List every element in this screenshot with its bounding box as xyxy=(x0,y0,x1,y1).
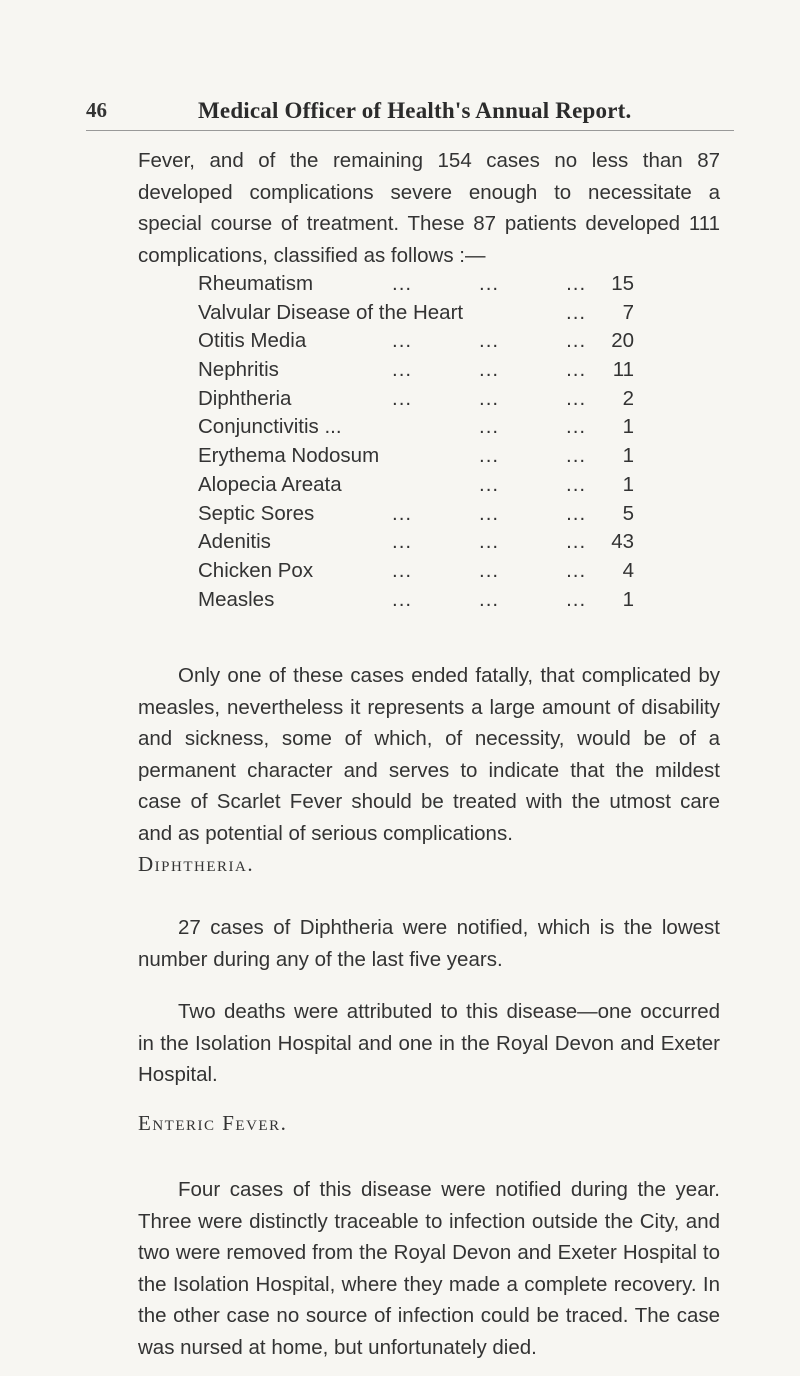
complication-row xyxy=(198,444,634,473)
complication-count: 20 xyxy=(611,329,634,353)
enteric-heading: Enteric Fever. xyxy=(138,1111,288,1135)
complication-row xyxy=(198,301,634,330)
complication-label: Rheumatism xyxy=(198,272,314,295)
complication-count: 43 xyxy=(611,530,634,554)
leader-dots: ... ... xyxy=(479,472,587,496)
leader-dots: ... ... ... xyxy=(392,329,587,353)
complications-table xyxy=(198,272,634,616)
leader-dots: ... ... xyxy=(479,415,587,439)
running-title: Medical Officer of Health's Annual Report. xyxy=(198,98,632,123)
complication-row xyxy=(198,502,634,531)
complication-label: Diphtheria xyxy=(198,386,292,410)
complication-label: Chicken Pox xyxy=(198,558,314,582)
diphtheria-heading: Diphtheria. xyxy=(138,852,255,876)
complication-label: Otitis Media xyxy=(198,329,307,353)
complication-row xyxy=(198,588,634,617)
leader-dots: ... ... ... xyxy=(392,386,587,410)
leader-dots: ... ... ... xyxy=(392,530,587,554)
complication-row xyxy=(198,329,634,358)
complication-count: 1 xyxy=(622,444,634,468)
header-rule xyxy=(86,130,734,131)
complication-row xyxy=(198,559,634,588)
complication-count: 11 xyxy=(612,358,634,382)
leader-dots: ... xyxy=(566,300,587,324)
complication-row xyxy=(198,530,634,559)
complication-count: 15 xyxy=(611,272,634,295)
fatality-paragraph: Only one of these cases ended fatally, that complicated by measles, nevertheless it represents a large amount of disability and sickness, some of which, of necessity, would be of a permanent character and serves to indicate that the mildest case of Scarlet Fever should be treated with the utmost care and as potential of serious complications. xyxy=(138,664,720,845)
diphtheria-paragraph-1: 27 cases of Diphtheria were notified, which is the lowest number during any of the last five years. xyxy=(138,916,720,971)
diphtheria-paragraph-2: Two deaths were attributed to this disease—one occurred in the Isolation Hospital and one in the Royal Devon and Exeter Hospital. xyxy=(138,1000,720,1086)
complication-label: Septic Sores xyxy=(198,501,315,525)
complication-row xyxy=(198,358,634,387)
complication-row xyxy=(198,415,634,444)
complication-label: Alopecia Areata xyxy=(198,472,342,496)
complication-row xyxy=(198,387,634,416)
complication-count: 4 xyxy=(622,558,634,582)
page-number: 46 xyxy=(86,98,107,122)
intro-paragraph: Fever, and of the remaining 154 cases no less than 87 developed complications severe enough to necessitate a special course of treatment. These 87 patients developed 111 complications, classified as follows :— xyxy=(138,149,720,267)
complication-row xyxy=(198,272,634,301)
page-header xyxy=(86,98,726,132)
leader-dots: ... ... ... xyxy=(392,358,587,382)
leader-dots: ... ... xyxy=(479,444,587,468)
complication-label: Nephritis xyxy=(198,358,279,382)
complication-label: Adenitis xyxy=(198,530,271,554)
complication-count: 1 xyxy=(622,587,634,611)
complication-count: 7 xyxy=(622,300,634,324)
complication-label: Erythema Nodosum xyxy=(198,444,380,468)
complication-label: Valvular Disease of the Heart xyxy=(198,300,464,324)
leader-dots: ... ... ... xyxy=(392,587,587,611)
complication-count: 1 xyxy=(622,415,634,439)
complication-count: 2 xyxy=(622,386,634,410)
enteric-paragraph-1: Four cases of this disease were notified during the year. Three were distinctly traceable to infection outside the City, and two were removed from the Royal Devon and Exeter Hospital to the Isolation Hospital, where they made a complete recovery. In the other case no source of infection could be traced. The case was nursed at home, but unfortunately died. xyxy=(138,1178,720,1359)
complication-row xyxy=(198,473,634,502)
leader-dots: ... ... ... xyxy=(392,558,587,582)
complication-count: 1 xyxy=(622,472,634,496)
leader-dots: ... ... ... xyxy=(392,272,587,295)
complication-label: Conjunctivitis ... xyxy=(198,415,342,439)
complication-count: 5 xyxy=(622,501,634,525)
complication-label: Measles xyxy=(198,587,275,611)
leader-dots: ... ... ... xyxy=(392,501,587,525)
